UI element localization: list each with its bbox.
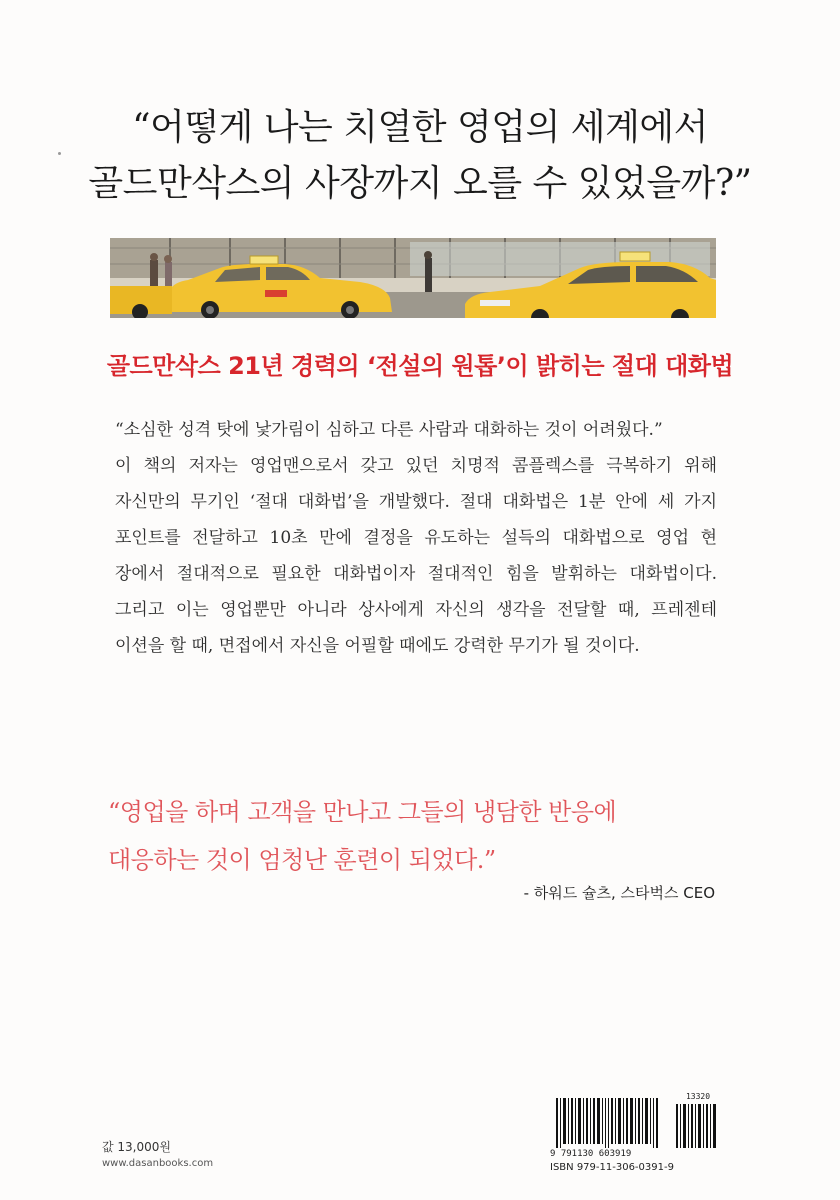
body-line: 이션을 할 때, 면접에서 자신을 어필할 때에도 강력한 무기가 될 것이다.	[115, 636, 640, 656]
headline-line-2: 골드만삭스의 사장까지 오를 수 있었을까?”	[88, 163, 752, 204]
body-line: “소심한 성격 탓에 낯가림이 심하고 다른 사람과 대화하는 것이 어려웠다.”	[115, 420, 663, 440]
quote-attribution: - 하워드 슐츠, 스타벅스 CEO	[523, 884, 715, 902]
publisher-website: www.dasanbooks.com	[102, 1158, 214, 1169]
subheadline: 골드만삭스 21년 경력의 ‘전설의 원톱’이 밝히는 절대 대화법	[106, 352, 734, 380]
isbn-number: ISBN 979-11-306-0391-9	[550, 1162, 674, 1173]
body-line: 장에서 절대적으로 필요한 대화법이자 절대적인 힘을 발휘하는 대화법이다.	[115, 564, 717, 584]
taxi-street-photo	[110, 238, 716, 318]
body-paragraph	[115, 412, 717, 664]
testimonial-quote	[108, 788, 616, 884]
barcode-addon-code: 13320	[685, 1092, 711, 1101]
body-line: 그리고 이는 영업뿐만 아니라 상사에게 자신의 생각을 전달할 때, 프레젠테	[115, 600, 717, 620]
barcode-digits: 9 791130 603919	[550, 1149, 632, 1159]
isbn-barcode	[550, 1092, 722, 1177]
body-line: 자신만의 무기인 ‘절대 대화법’을 개발했다. 절대 대화법은 1분 안에 세 가지	[115, 492, 717, 512]
body-line: 이 책의 저자는 영업맨으로서 갖고 있던 치명적 콤플렉스를 극복하기 위해	[115, 456, 717, 476]
headline-quote	[0, 100, 840, 212]
price-label: 값 13,000원	[102, 1140, 171, 1154]
quote-line-2: 대응하는 것이 엄청난 훈련이 되었다.”	[108, 846, 496, 874]
quote-line-1: “영업을 하며 고객을 만나고 그들의 냉담한 반응에	[108, 798, 617, 826]
body-line: 포인트를 전달하고 10초 만에 결정을 유도하는 설득의 대화법으로 영업 현	[115, 528, 717, 548]
headline-line-1: “어떻게 나는 치열한 영업의 세계에서	[132, 107, 708, 148]
